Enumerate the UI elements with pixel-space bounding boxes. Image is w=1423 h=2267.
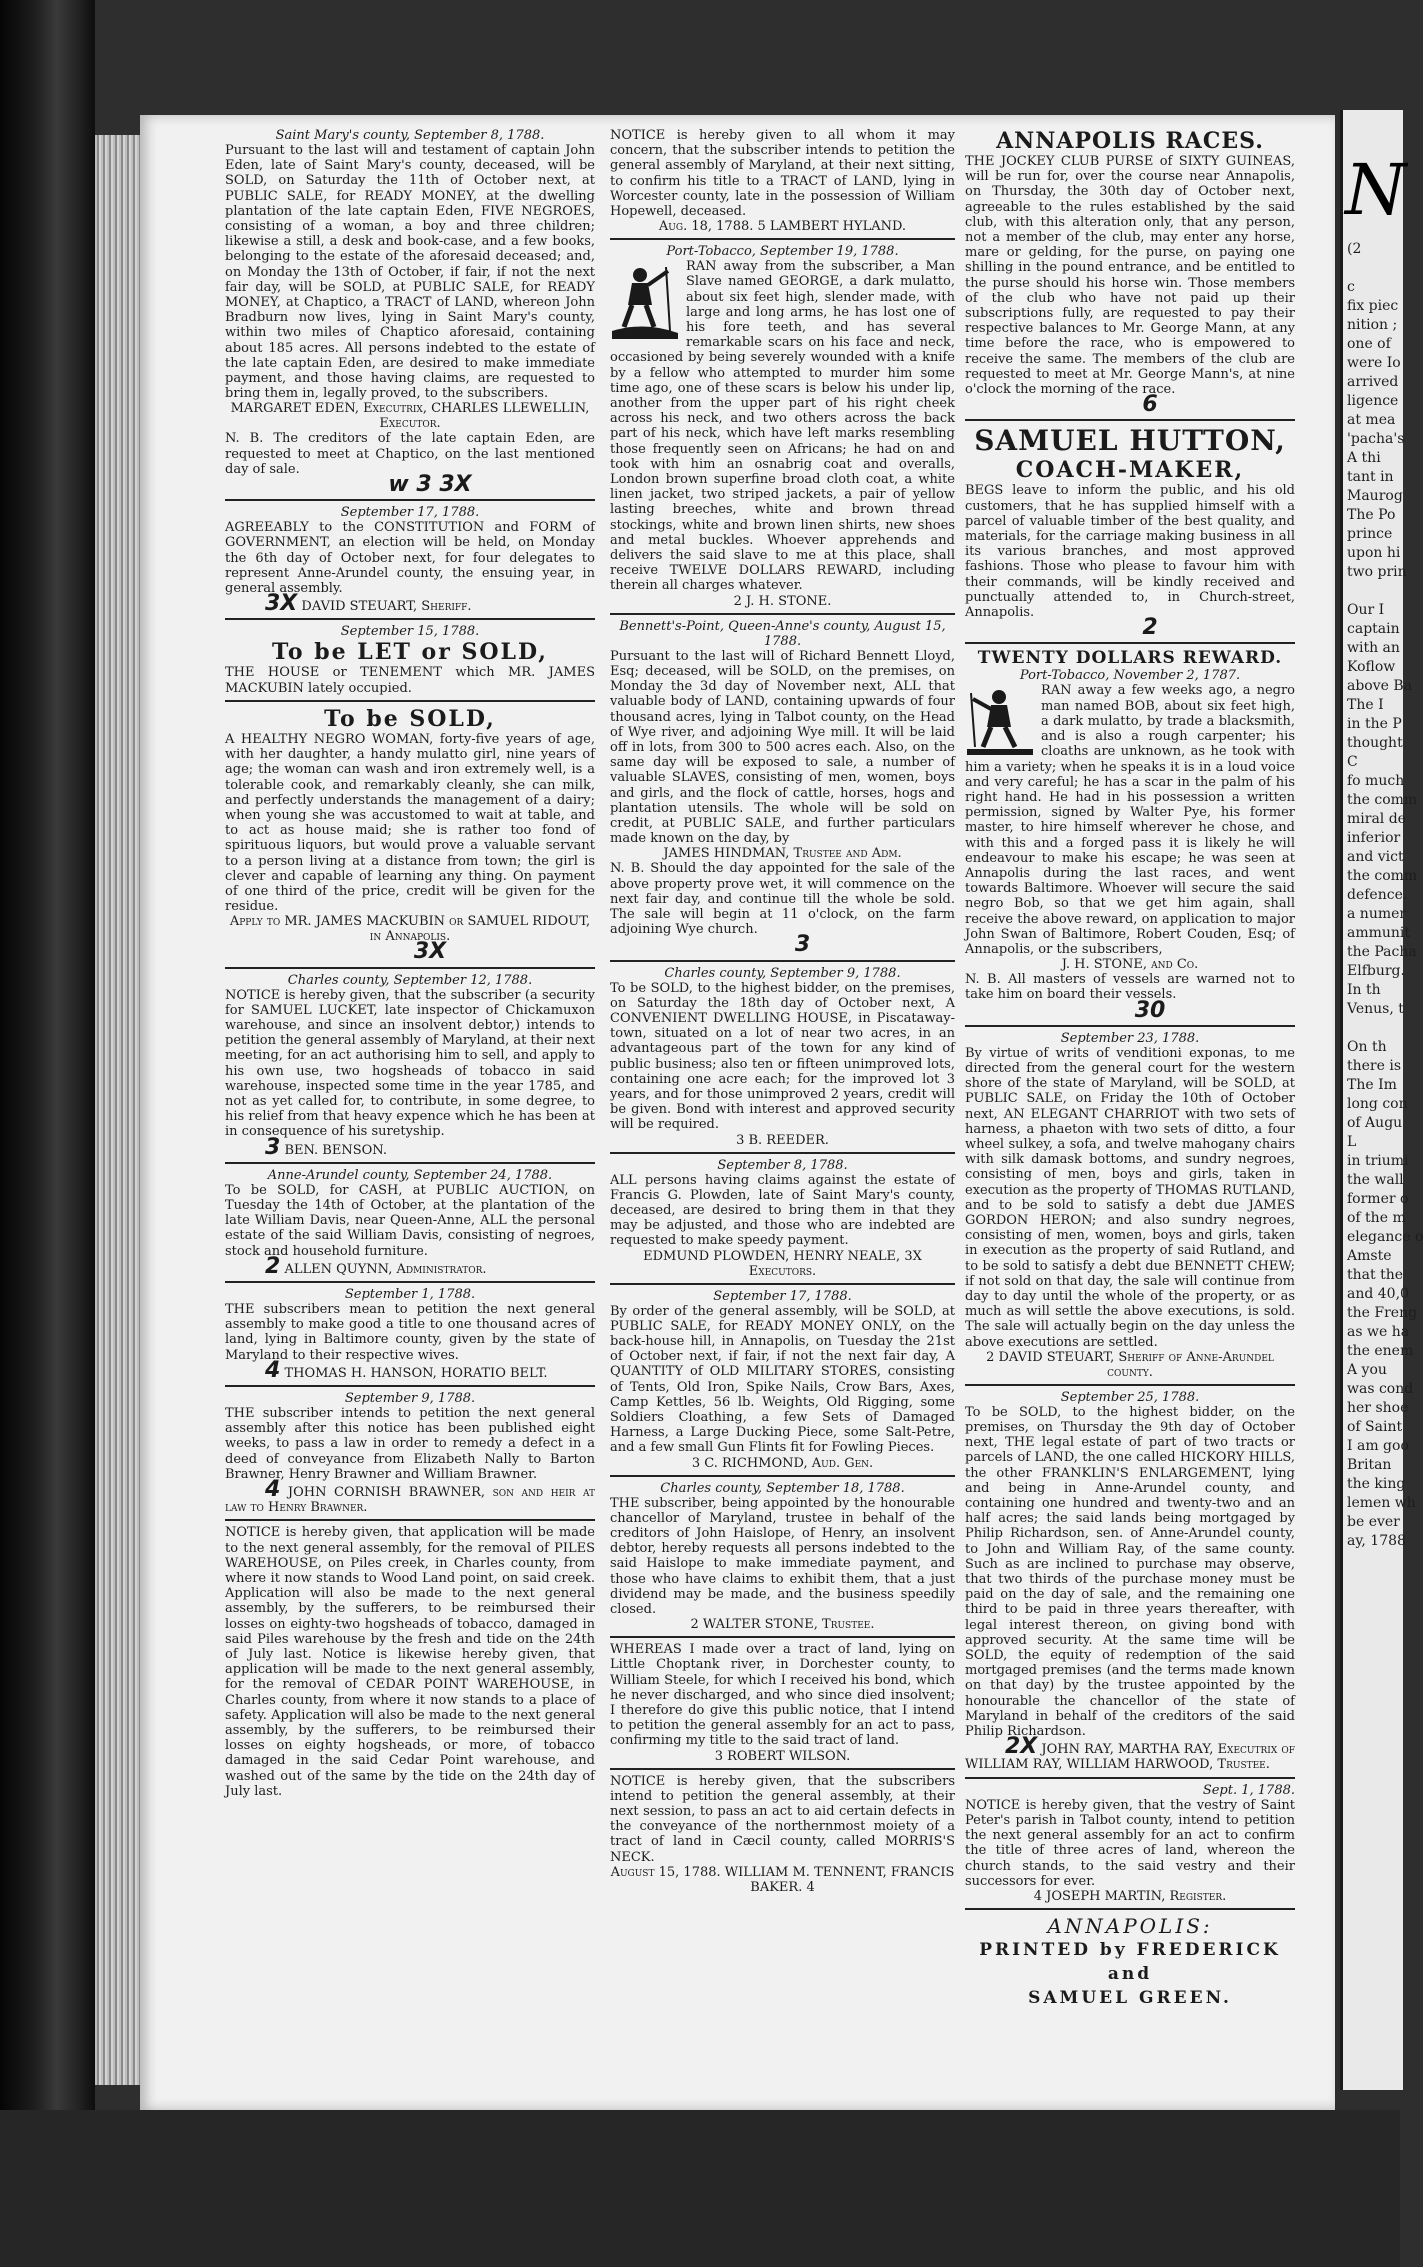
adjacent-page-line: I am goo bbox=[1347, 1438, 1409, 1454]
handwritten-mark: 4 bbox=[265, 1477, 281, 1503]
printer-imprint bbox=[965, 1914, 1295, 2010]
ad-benson-notice bbox=[225, 973, 595, 1158]
ad-military-stores bbox=[610, 1289, 955, 1471]
adjacent-page-line: arrived bbox=[1347, 374, 1399, 390]
ad-body: A HEALTHY NEGRO WOMAN, forty-five years of age, with her daughter, a handy mulatto girl, nine years of age; the woman can wash and iron extremely well, is a tolerable cook, and remarkably cleanly, she can milk, and perfectly understands the management of a dairy; when young she was accustomed to wait at table, and to act as house maid; she is rather too fond of spirituous liquors, but would prove a valuable servant to a person living at a distance from town; the girl is clever and capable of learning any thing. On payment of one third of the price, credit will be given for the residue. bbox=[225, 731, 595, 915]
imprint-printer-line1: PRINTED by FREDERICK and bbox=[979, 1939, 1281, 1984]
adjacent-page-line: the Freng bbox=[1347, 1305, 1418, 1321]
ad-haislope-trustee bbox=[610, 1481, 955, 1633]
ad-header: Charles county, September 18, 1788. bbox=[660, 1480, 905, 1496]
adjacent-page-line: and vict bbox=[1347, 849, 1404, 865]
adjacent-page-line: the wall bbox=[1347, 1172, 1404, 1188]
ad-header: Bennett's-Point, Queen-Anne's county, August 15, 1788. bbox=[619, 618, 946, 649]
column-rule bbox=[610, 960, 955, 962]
adjacent-page-initial: N bbox=[1345, 149, 1407, 231]
column-rule bbox=[225, 1385, 595, 1387]
column-rule bbox=[225, 700, 595, 702]
ad-reeder-dwelling bbox=[610, 966, 955, 1148]
adjacent-page-line: the comm bbox=[1347, 868, 1418, 884]
adjacent-page-line: Maurog bbox=[1347, 488, 1403, 504]
adjacent-page-line: L bbox=[1347, 1134, 1357, 1150]
ad-note: N. B. Should the day appointed for the sale of the above property prove wet, it will commence on the next fair day, and continue till the whole be sold. The sale will begin at 11 o'clock, on the farm adjoining Wye church. bbox=[610, 861, 955, 938]
book-gutter-shadow bbox=[0, 0, 95, 2267]
ad-header: September 17, 1788. bbox=[340, 505, 480, 521]
column-rule bbox=[610, 1475, 955, 1477]
handwritten-mark: 3X bbox=[413, 939, 447, 965]
handwritten-mark: 4 bbox=[265, 1357, 281, 1383]
column-rule bbox=[610, 613, 955, 615]
ad-election bbox=[225, 505, 595, 617]
adjacent-page-line: her shoe bbox=[1347, 1400, 1409, 1416]
ad-hickory-hills bbox=[965, 1390, 1295, 1773]
ad-body: AGREEABLY to the CONSTITUTION and FORM of GOVERNMENT, an election will be held, on Monday the 6th day of October next, for four delegates to represent Anne-Arundel county, the ensuing year, in general assembly. bbox=[225, 520, 595, 597]
ad-body: WHEREAS I made over a tract of land, lying on Little Choptank river, in Dorchester county, to William Steele, for which I received his bond, which he never discharged, and who since died insolvent; I therefore do give this public notice, that I intend to petition the general assembly for an act to pass, confirming my title to the said tract of land. bbox=[610, 1642, 955, 1749]
adjacent-page-line: In th bbox=[1347, 982, 1381, 998]
adjacent-page-line: of the m bbox=[1347, 1210, 1406, 1226]
ad-body: To be SOLD, to the highest bidder, on the premises, on Thursday the 9th day of October next, THE legal estate of part of two tracts or parcels of LAND, the one called HICKORY HILLS, the other FRANKLIN'S ENLARGEMENT, lying and being in Anne-Arundel county, and containing one hundred and twenty-two and an half acres; the said lands being mortgaged by Philip Richardson, sen. of Anne-Arundel county, to John and William Ray, of the same county. Such as are inclined to purchase may observe, that two thirds of the purchase money must be paid on the day of sale, and the remaining one third to be paid in three years thereafter, with legal interest thereon, on giving bond with approved security. At the same time will be SOLD, the equity of redemption of the said mortgaged premises (and the terms made known on that day) by the trustee appointed by the honourable the chancellor of the state of Maryland in behalf of the creditors of the said Philip Richardson. bbox=[965, 1404, 1295, 1740]
ad-note: N. B. All masters of vessels are warned not to take him on board their vessels. bbox=[965, 972, 1295, 1003]
column-rule bbox=[610, 1768, 955, 1770]
ad-hutton-coachmaker bbox=[965, 424, 1295, 641]
ad-signature: JOHN RAY, MARTHA RAY, Executrix of WILLIAM RAY, WILLIAM HARWOOD, Trustee. bbox=[965, 1742, 1295, 1773]
adjacent-page-line bbox=[1343, 582, 1403, 601]
ad-signature: 2 J. H. STONE. bbox=[733, 593, 832, 609]
adjacent-page-line: lemen wh bbox=[1347, 1495, 1416, 1511]
ad-rutland-execution bbox=[965, 1031, 1295, 1380]
adjacent-page-line: miral de bbox=[1347, 811, 1406, 827]
adjacent-page-line: Our I bbox=[1347, 602, 1385, 618]
adjacent-page-line: the enem bbox=[1347, 1343, 1414, 1359]
adjacent-page-line: be ever bbox=[1347, 1514, 1400, 1530]
adjacent-page-line: the Pacha bbox=[1347, 944, 1417, 960]
ad-brawner-petition bbox=[225, 1391, 595, 1515]
adjacent-page-line: of Augu bbox=[1347, 1115, 1403, 1131]
ad-let-or-sold bbox=[225, 624, 595, 695]
ad-hanson-petition bbox=[225, 1287, 595, 1381]
adjacent-page-line: ligence bbox=[1347, 393, 1399, 409]
handwritten-mark: w 3 3X bbox=[388, 472, 472, 498]
ad-signature: BEN. BENSON. bbox=[284, 1142, 387, 1158]
adjacent-page-line: Britan bbox=[1347, 1457, 1392, 1473]
column-rule bbox=[225, 967, 595, 969]
ad-header: September 15, 1788. bbox=[340, 624, 480, 640]
ad-body: THE JOCKEY CLUB PURSE of SIXTY GUINEAS, will be run for, over the course near Annapolis, on Thursday, the 30th day of October next, agreeable to the rules established by the said club, with this alteration only, that any person, not a member of the club, may enter any horse, mare or gelding, for the purse, on paying one shilling in the pound entrance, and be entitled to the purse should his horse win. Those members of the club who have not paid up their subscriptions fully, are requested to pay their respective balances to Mr. George Mann, at any time before the race, who is empowered to receive the same. The members of the club are requested to meet at Mr. George Mann's, at nine o'clock the morning of the race. bbox=[965, 154, 1295, 398]
ad-saint-peters-vestry bbox=[965, 1783, 1295, 1904]
ad-body: By order of the general assembly, will be SOLD, at PUBLIC SALE, for READY MONEY ONLY, on the back-house hill, in Annapolis, on Tuesday the 21st of October next, if fair, if not the next fair day, A QUANTITY of OLD MILITARY STORES, consisting of Tents, Old Iron, Spike Nails, Crow Bars, Axes, Camp Kettles, 56 lb. Weights, Old Rigging, some Soldiers Cloathing, a few Sets of Damaged Harness, a Large Ducking Piece, some Salt-Petre, and a few small Gun Flints fit for Fowling Pieces. bbox=[610, 1303, 955, 1456]
adjacent-page-line: Elfburg. bbox=[1347, 963, 1405, 979]
adjacent-page-line: captain bbox=[1347, 621, 1400, 637]
ad-header: Charles county, September 9, 1788. bbox=[664, 965, 901, 981]
scan-background bbox=[0, 2110, 1400, 2267]
adjacent-page-line: The I bbox=[1347, 697, 1384, 713]
ad-body: By virtue of writs of venditioni exponas, to me directed from the general court for the western shore of the state of Maryland, will be SOLD, at PUBLIC SALE, on Friday the 10th of October next, AN ELEGANT CHARRIOT with two sets of harness, a phaeton with two sets of ditto, a four wheel sulkey, a sofa, and twelve mahogany chairs with silk damask bottoms, and sundry negroes, consisting of men, boys and girls, taken in execution as the property of THOMAS RUTLAND, and to be sold to satisfy a debt due JAMES GORDON HERON; and also sundry negroes, consisting of men, women, boys and girls, taken in execution as the property of said Rutland, and to be sold to satisfy a debt due BENNETT CHEW; if not sold on that day, the sale will continue from day to day until the whole of the property, or as much as will settle the above executions, is sold. The sale will actually begin on the day unless the above executions are settled. bbox=[965, 1045, 1295, 1350]
ad-title: To be LET or SOLD, bbox=[272, 639, 548, 666]
column-rule bbox=[610, 1152, 955, 1154]
ad-signature: DAVID STEUART, Sheriff. bbox=[301, 599, 472, 615]
ad-header: Charles county, September 12, 1788. bbox=[287, 972, 533, 988]
adjacent-page-line: 'pacha's bbox=[1347, 431, 1405, 447]
ad-header: Anne-Arundel county, September 24, 1788. bbox=[267, 1167, 553, 1183]
adjacent-page-line: On th bbox=[1347, 1039, 1387, 1055]
adjacent-page-line: A thi bbox=[1347, 450, 1381, 466]
ad-body: RAN away from the subscriber, a Man Slave named GEORGE, a dark mulatto, about six feet high, slender made, with large and long arms, he has lost one of his fore teeth, and has several remarkable scars on his face and neck, occasioned by being severely wounded with a knife by a fellow who attempted to murder him some time ago, one of these scars is below his under lip, another from the upper part of his right cheek across his neck, and two others across the back part of his neck, which have left marks resembling those frequently seen on Africans; he had on and took with him an osnabrig coat and overalls, London brown superfine broad cloth coat, a white linen jacket, two striped jackets, a pair of yellow lasting breeches, white and brown thread stockings, white and brown linen shirts, new shoes and metal buckles. Whoever apprehends and delivers the said slave to me at this place, shall receive TWELVE DOLLARS REWARD, including therein all charges whatever. bbox=[610, 259, 955, 594]
adjacent-page-line: that the bbox=[1347, 1267, 1403, 1283]
ad-header: September 9, 1788. bbox=[344, 1391, 476, 1406]
adjacent-page-line: thought bbox=[1347, 735, 1403, 751]
ad-body: THE subscriber intends to petition the next general assembly after this notice has been published eight weeks, to pass a law in order to remedy a defect in a deed of conveyance from Elizabeth Nally to Barton Brawner, Henry Brawner and William Brawner. bbox=[225, 1406, 595, 1482]
adjacent-page-line: fix piec bbox=[1347, 298, 1399, 314]
ad-header: September 25, 1788. bbox=[1060, 1389, 1200, 1405]
ad-signature: Apply to MR. JAMES MACKUBIN or SAMUEL RIDOUT, in Annapolis. bbox=[229, 914, 591, 945]
adjacent-page-line: the comm bbox=[1347, 792, 1418, 808]
ad-subtitle: COACH-MAKER, bbox=[1015, 457, 1245, 484]
adjacent-page-line: fo much bbox=[1347, 773, 1405, 789]
handwritten-mark: 3X bbox=[265, 591, 298, 617]
ad-body: BEGS leave to inform the public, and his old customers, that he has supplied himself with a parcel of valuable timber of the best quality, and materials, for the carriage making business in all its various branches, and most approved fashions. Those who please to favour him with their commands, will be kindly received and punctually attended to, in Church-street, Annapolis. bbox=[965, 483, 1295, 621]
ad-wilson-land bbox=[610, 1642, 955, 1763]
ad-eden-sale bbox=[225, 128, 595, 498]
adjacent-page-line: A you bbox=[1347, 1362, 1387, 1378]
adjacent-page-line: in the P bbox=[1347, 716, 1402, 732]
column-rule bbox=[610, 1283, 955, 1285]
ad-body: NOTICE is hereby given to all whom it may concern, that the subscriber intends to petition the general assembly of Maryland, at their next sitting, to confirm his title to a TRACT of LAND, lying in Worcester county, late in the possession of William Hopewell, deceased. bbox=[610, 128, 955, 220]
column-left bbox=[225, 128, 595, 1799]
ad-body: THE subscribers mean to petition the next general assembly to make good a title to one thousand acres of land, lying in Baltimore county, given by the state of Maryland to their respective wives. bbox=[225, 1301, 595, 1363]
ad-note: N. B. The creditors of the late captain Eden, are requested to meet at Chaptico, on the last mentioned day of sale. bbox=[225, 431, 595, 477]
ad-signature: August 15, 1788. WILLIAM M. TENNENT, FRANCIS BAKER. 4 bbox=[610, 1864, 955, 1895]
ad-signature: 2 DAVID STEUART, Sheriff of Anne-Arundel county. bbox=[986, 1349, 1274, 1380]
ad-header: Sept. 1, 1788. bbox=[1202, 1782, 1295, 1798]
ad-header: Port-Tobacco, September 19, 1788. bbox=[666, 244, 899, 260]
ad-signature: 3 B. REEDER. bbox=[736, 1132, 829, 1148]
ad-title: To be SOLD, bbox=[324, 705, 496, 732]
ad-body: RAN away a few weeks ago, a negro man named BOB, about six feet high, a dark mulatto, by trade a blacksmith, and is also a rough carpenter; his cloaths are unknown, as he took with him a variety; when he speaks it is in a loud voice and very careful; he has a scar in the palm of his right hand. He had in his possession a written permission, signed by Walter Pye, his former master, to hire himself wherever he chose, and with this and a forged pass it is likely he will endeavour to make his escape; he was seen at Annapolis during the last races, and went towards Baltimore. Whoever will secure the said negro Bob, so that we get him again, shall receive the above reward, on application to major John Swan of Baltimore, Robert Couden, Esq; of Annapolis, or the subscribers, bbox=[965, 683, 1295, 957]
ad-signature: JOHN CORNISH BRAWNER, son and heir at law to Henry Brawner. bbox=[225, 1485, 596, 1516]
column-rule bbox=[610, 1636, 955, 1638]
ad-signature: 4 JOSEPH MARTIN, Register. bbox=[1033, 1888, 1227, 1904]
column-rule bbox=[965, 1384, 1295, 1386]
ad-signature: EDMUND PLOWDEN, HENRY NEALE, 3X Executors. bbox=[643, 1248, 922, 1279]
adjacent-page-line: two prin bbox=[1347, 564, 1407, 580]
ad-title: SAMUEL HUTTON, bbox=[974, 424, 1286, 458]
ad-signature: 3 C. RICHMOND, Aud. Gen. bbox=[691, 1455, 874, 1471]
column-rule bbox=[610, 238, 955, 240]
ad-negro-woman bbox=[225, 706, 595, 963]
adjacent-page-line: in triumi bbox=[1347, 1153, 1409, 1169]
column-rule bbox=[225, 499, 595, 501]
adjacent-page-line: upon hi bbox=[1347, 545, 1401, 561]
ad-body: To be SOLD, to the highest bidder, on the premises, on Saturday the 18th day of October next, A CONVENIENT DWELLING HOUSE, in Piscataway-town, situated on a lot of near two acres, in an advantageous part of the town for any kind of public business; also ten or fifteen unimproved lots, containing one acre each; for the improved lot 3 years, and for those unimproved 2 years, credit will be given. Bond with interest and approved security will be required. bbox=[610, 980, 955, 1133]
ad-morris-neck bbox=[610, 1774, 955, 1895]
adjacent-page-line: ammunit bbox=[1347, 925, 1411, 941]
adjacent-page-line bbox=[1343, 1019, 1403, 1038]
ad-davis-auction bbox=[225, 1168, 595, 1277]
adjacent-page-line: nition ; bbox=[1347, 317, 1398, 333]
handwritten-mark: 6 bbox=[1142, 392, 1158, 418]
adjacent-page-line: a numer bbox=[1347, 906, 1407, 922]
page-stack-edge bbox=[95, 135, 145, 2085]
adjacent-page-line: with an bbox=[1347, 640, 1400, 656]
ad-hyland-notice bbox=[610, 128, 955, 234]
adjacent-page-line: as we ha bbox=[1347, 1324, 1410, 1340]
column-rule bbox=[225, 1519, 595, 1521]
column-rule bbox=[965, 419, 1295, 421]
runaway-figure-icon bbox=[610, 261, 680, 339]
ad-runaway-george bbox=[610, 244, 955, 608]
adjacent-page-line: there is bbox=[1347, 1058, 1402, 1074]
adjacent-page-line: above Ba bbox=[1347, 678, 1413, 694]
column-middle bbox=[610, 128, 955, 1895]
adjacent-page-line: Venus, t bbox=[1347, 1001, 1404, 1017]
ad-header: Saint Mary's county, September 8, 1788. bbox=[275, 128, 545, 143]
ad-signature: ALLEN QUYNN, Administrator. bbox=[284, 1261, 487, 1277]
ad-signature: 2 WALTER STONE, Trustee. bbox=[690, 1617, 875, 1633]
ad-body: NOTICE is hereby given, that the subscriber (a security for SAMUEL LUCKET, late inspector of Chickamuxon warehouse, and since an insolvent debtor,) intends to petition the general assembly of Maryland, at their next meeting, for an act authorising him to sell, and apply to his own use, two hogsheads of tobacco in said warehouse, inspected some time in the year 1785, and not as yet called for, to contribute, in some degree, to his relief from that heavy expence which he has been at in consequence of his suretyship. bbox=[225, 987, 595, 1140]
ad-signature: Aug. 18, 1788. 5 LAMBERT HYLAND. bbox=[658, 219, 907, 235]
adjacent-page-line: one of bbox=[1347, 336, 1391, 352]
handwritten-mark: 2 bbox=[1142, 615, 1158, 641]
column-rule bbox=[965, 1025, 1295, 1027]
adjacent-page-line: were Io bbox=[1347, 355, 1401, 371]
column-rule bbox=[225, 618, 595, 620]
adjacent-page-line: ay, 1788 bbox=[1347, 1533, 1406, 1549]
handwritten-mark: 2 bbox=[265, 1253, 281, 1279]
ad-header: September 8, 1788. bbox=[717, 1157, 848, 1173]
column-rule bbox=[225, 1162, 595, 1164]
handwritten-mark: 3 bbox=[265, 1134, 281, 1160]
adjacent-page-line: Koflow bbox=[1347, 659, 1396, 675]
imprint-printer-line2: SAMUEL GREEN. bbox=[1028, 1987, 1232, 2008]
ad-body: To be SOLD, for CASH, at PUBLIC AUCTION, on Tuesday the 14th of October, at the plantation of the late William Davis, near Queen-Anne, ALL the personal estate of the said William Davis, consisting of negroes, stock and household furniture. bbox=[225, 1182, 595, 1259]
ad-signature: J. H. STONE, and Co. bbox=[1061, 957, 1199, 973]
column-rule bbox=[965, 1777, 1295, 1779]
adjacent-page-line: the king bbox=[1347, 1476, 1406, 1492]
handwritten-mark: 2X bbox=[1005, 1734, 1038, 1760]
column-rule bbox=[225, 1281, 595, 1283]
column-right bbox=[965, 128, 1295, 2010]
ad-plowden-estate bbox=[610, 1158, 955, 1279]
ad-body: THE subscriber, being appointed by the honourable chancellor of Maryland, trustee in behalf of the creditors of John Haislope, of Henry, an insolvent debtor, hereby requests all persons indebted to the said Haislope to make immediate payment, and those who have claims to exhibit them, that a just dividend may be made, and the business speedily closed. bbox=[610, 1495, 955, 1618]
ad-body: NOTICE is hereby given, that the vestry of Saint Peter's parish in Talbot county, intend to petition the next general assembly for an act to confirm the title of three acres of land, whereon the church stands, to the said vestry and their successors for ever. bbox=[965, 1797, 1295, 1889]
ad-header: September 23, 1788. bbox=[1060, 1030, 1200, 1046]
column-rule bbox=[965, 1908, 1295, 1910]
ad-warehouse-notice bbox=[225, 1525, 595, 1799]
adjacent-page-line: former o bbox=[1347, 1191, 1409, 1207]
ad-header: September 17, 1788. bbox=[713, 1288, 852, 1304]
ad-body: Pursuant to the last will and testament of captain John Eden, late of Saint Mary's county, deceased, will be SOLD, on Saturday the 11th of October next, at PUBLIC SALE, for READY MONEY, at the dwelling plantation of the late captain Eden, FIVE NEGROES, consisting of a woman, a boy and three children; likewise a still, a desk and book-case, and a few books, belonging to the estate of the aforesaid deceased; and, on Monday the 13th of October, if fair, if not the next fair day, will be SOLD, at PUBLIC SALE, for READY MONEY, at Chaptico, a TRACT of LAND, whereon John Bradburn now lives, lying in Saint Mary's county, within two miles of Chaptico aforesaid, containing about 185 acres. All persons indebted to the estate of the late captain Eden, are desired to make immediate payment, and those having claims, are requested to bring them in, legally proved, to the subscribers. bbox=[225, 143, 595, 402]
adjacent-page-text bbox=[1343, 240, 1423, 1551]
adjacent-page-line: was cond bbox=[1347, 1381, 1414, 1397]
adjacent-page-line: prince bbox=[1347, 526, 1393, 542]
ad-body: NOTICE is hereby given, that application will be made to the next general assembly, for the removal of PILES WAREHOUSE, on Piles creek, in Charles county, from where it now stands to Wood Land point, on said creek. Application will also be made to the next general assembly, by the sufferers, to be reimbursed their losses on eighty-two hogsheads of tobacco, damaged in said Piles warehouse by the fresh and tide on the 24th of July last. Notice is likewise hereby given, that application will be made to the next general assembly, for the removal of CEDAR POINT WAREHOUSE, in Charles county, from where it now stands to a place of safety. Application will also be made to the next general assembly, by the sufferers, to be reimbursed their losses on eighty hogsheads, or more, of tobacco damaged in the said Cedar Point warehouse, and washed out of the same by the tide on the 24th day of July last. bbox=[225, 1525, 595, 1799]
imprint-place: ANNAPOLIS: bbox=[1047, 1913, 1213, 1938]
ad-runaway-bob bbox=[965, 648, 1295, 1023]
handwritten-mark: 3 bbox=[794, 932, 811, 958]
adjacent-page-line: Amste bbox=[1347, 1248, 1392, 1264]
column-rule bbox=[965, 642, 1295, 644]
adjacent-page-line: (2 bbox=[1347, 241, 1362, 257]
ad-body: NOTICE is hereby given, that the subscribers intend to petition the general assembly, at their next session, to pass an act to aid certain defects in the conveyance of the northernmost moiety of a tract of land in Cæcil county, called MORRIS'S NECK. bbox=[610, 1773, 955, 1865]
ad-signature: MARGARET EDEN, Executrix, CHARLES LLEWELLIN, Executor. bbox=[230, 401, 590, 432]
ad-header: September 1, 1788. bbox=[344, 1286, 476, 1302]
adjacent-page-line: C bbox=[1347, 754, 1358, 770]
ad-signature: THOMAS H. HANSON, HORATIO BELT. bbox=[284, 1365, 548, 1381]
ad-title: TWENTY DOLLARS REWARD. bbox=[977, 648, 1283, 669]
adjacent-page-line: The Po bbox=[1347, 507, 1396, 523]
adjacent-page-line: of Saint bbox=[1347, 1419, 1403, 1435]
ad-lloyd-estate bbox=[610, 619, 955, 956]
adjacent-page-fragment bbox=[1340, 110, 1423, 2090]
handwritten-mark: 30 bbox=[1134, 997, 1166, 1023]
adjacent-page-line: and 40,0 bbox=[1347, 1286, 1409, 1302]
adjacent-page-line: at mea bbox=[1347, 412, 1396, 428]
adjacent-page-line: tant in bbox=[1347, 469, 1394, 485]
adjacent-page-line: The Im bbox=[1347, 1077, 1397, 1093]
adjacent-page-line: inferior bbox=[1347, 830, 1401, 846]
adjacent-page-line bbox=[1343, 259, 1403, 278]
ad-signature: 3 ROBERT WILSON. bbox=[714, 1748, 851, 1764]
runaway-figure-icon bbox=[965, 685, 1035, 755]
ad-title: ANNAPOLIS RACES. bbox=[996, 128, 1264, 154]
adjacent-page-line: c bbox=[1347, 279, 1355, 295]
ad-body: ALL persons having claims against the estate of Francis G. Plowden, late of Saint Mary's county, deceased, are desired to bring them in that they may be adjusted, and those who are indebted are requested to make speedy payment. bbox=[610, 1172, 955, 1249]
ad-body: Pursuant to the last will of Richard Bennett Lloyd, Esq; deceased, will be SOLD, on the premises, on Monday the 3d day of November next, ALL that valuable body of LAND, containing upwards of four thousand acres, lying in Talbot county, on the Head of Wye river, and adjoining Wye mill. It will be laid off in lots, from 300 to 500 acres each. Also, on the same day will be exposed to sale, a number of valuable SLAVES, consisting of men, women, boys and girls, and the flock of cattle, horses, hogs and plantation utensils. The whole will be sold on credit, at PUBLIC SALE, and further particulars made known on the day, by bbox=[610, 648, 955, 847]
ad-header: Port-Tobacco, November 2, 1787. bbox=[1019, 668, 1241, 684]
ad-body: THE HOUSE or TENEMENT which MR. JAMES MACKUBIN lately occupied. bbox=[225, 665, 595, 696]
ad-annapolis-races bbox=[965, 128, 1295, 418]
adjacent-page-line: elegance o bbox=[1347, 1229, 1423, 1245]
ad-signature: JAMES HINDMAN, Trustee and Adm. bbox=[663, 846, 902, 862]
adjacent-page-line: long con bbox=[1347, 1096, 1408, 1112]
adjacent-page-line: defence. bbox=[1347, 887, 1408, 903]
